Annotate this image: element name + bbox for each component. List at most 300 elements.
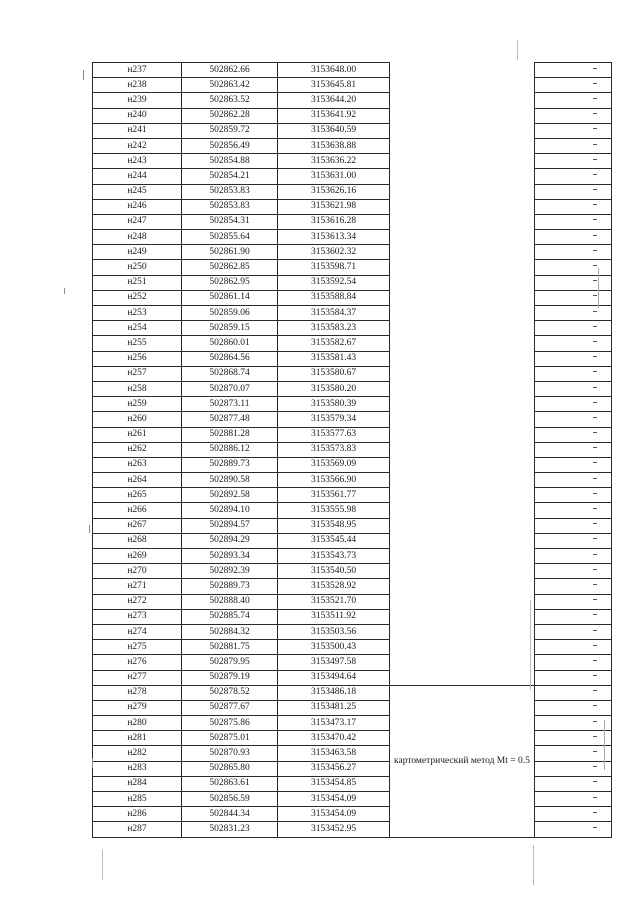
method-cell-empty [390,457,535,472]
dash-mark [593,311,597,312]
x-coordinate-cell: 502868.74 [182,366,278,381]
method-cell-empty [390,533,535,548]
y-coordinate-cell: 3153452.95 [278,822,390,837]
error-cell [534,93,611,108]
y-coordinate-cell: 3153494.64 [278,670,390,685]
y-coordinate-cell: 3153543.73 [278,549,390,564]
point-name-cell: н267 [93,518,182,533]
dash-mark [593,705,597,706]
error-cell [534,488,611,503]
y-coordinate-cell: 3153454.85 [278,776,390,791]
method-cell-empty [390,366,535,381]
method-cell-empty [390,108,535,123]
error-cell [534,260,611,275]
point-name-cell: н244 [93,169,182,184]
table-row [93,381,612,396]
point-name-cell: н258 [93,381,182,396]
y-coordinate-cell: 3153545.44 [278,533,390,548]
method-cell-empty [390,275,535,290]
point-name-cell: н257 [93,366,182,381]
point-name-cell: н246 [93,199,182,214]
error-cell [534,594,611,609]
scan-mark [533,845,534,885]
dash-mark [593,645,597,646]
table-row [93,321,612,336]
method-cell-empty [390,290,535,305]
dash-mark [593,751,597,752]
dash-mark [593,189,597,190]
method-cell-empty [390,214,535,229]
table-row [93,792,612,807]
error-cell [534,108,611,123]
point-name-cell: н254 [93,321,182,336]
x-coordinate-cell: 502885.74 [182,609,278,624]
dash-mark [593,630,597,631]
y-coordinate-cell: 3153641.92 [278,108,390,123]
table-row [93,624,612,639]
point-name-cell: н287 [93,822,182,837]
point-name-cell: н266 [93,503,182,518]
point-name-cell: н243 [93,154,182,169]
y-coordinate-cell: 3153638.88 [278,138,390,153]
point-name-cell: н268 [93,533,182,548]
dash-mark [593,326,597,327]
point-name-cell: н263 [93,457,182,472]
error-cell [534,624,611,639]
x-coordinate-cell: 502861.14 [182,290,278,305]
x-coordinate-cell: 502888.40 [182,594,278,609]
error-cell [534,518,611,533]
error-cell [534,731,611,746]
method-cell-empty [390,154,535,169]
dash-mark [593,68,597,69]
point-name-cell: н272 [93,594,182,609]
y-coordinate-cell: 3153580.20 [278,381,390,396]
error-cell [534,290,611,305]
method-cell-empty [390,321,535,336]
error-cell [534,670,611,685]
table-row [93,78,612,93]
error-cell [534,746,611,761]
x-coordinate-cell: 502862.66 [182,63,278,78]
x-coordinate-cell: 502889.73 [182,457,278,472]
dash-mark [593,219,597,220]
y-coordinate-cell: 3153481.25 [278,700,390,715]
error-cell [534,397,611,412]
y-coordinate-cell: 3153598.71 [278,260,390,275]
method-cell-empty [390,670,535,685]
table-row [93,275,612,290]
error-cell [534,549,611,564]
x-coordinate-cell: 502881.28 [182,427,278,442]
method-cell-empty [390,488,535,503]
method-cell-empty [390,564,535,579]
dash-mark [593,113,597,114]
method-cell-empty [390,306,535,321]
point-name-cell: н286 [93,807,182,822]
error-cell [534,306,611,321]
x-coordinate-cell: 502856.49 [182,138,278,153]
error-cell [534,184,611,199]
error-cell [534,700,611,715]
point-name-cell: н256 [93,351,182,366]
x-coordinate-cell: 502886.12 [182,442,278,457]
x-coordinate-cell: 502894.29 [182,533,278,548]
method-cell-empty [390,503,535,518]
dash-mark [593,159,597,160]
x-coordinate-cell: 502877.67 [182,700,278,715]
point-name-cell: н280 [93,716,182,731]
table-row [93,609,612,624]
table-row [93,655,612,670]
point-name-cell: н274 [93,624,182,639]
dash-mark [593,174,597,175]
dash-mark [593,812,597,813]
method-cell-empty [390,473,535,488]
x-coordinate-cell: 502865.80 [182,761,278,776]
y-coordinate-cell: 3153511.92 [278,609,390,624]
method-cell [390,685,535,837]
point-name-cell: н273 [93,609,182,624]
error-cell [534,169,611,184]
table-row [93,138,612,153]
coordinates-table [92,62,612,838]
x-coordinate-cell: 502875.01 [182,731,278,746]
x-coordinate-cell: 502859.15 [182,321,278,336]
y-coordinate-cell: 3153645.81 [278,78,390,93]
scan-mark [530,600,531,690]
point-name-cell: н241 [93,123,182,138]
table-row [93,518,612,533]
x-coordinate-cell: 502875.86 [182,716,278,731]
error-cell [534,366,611,381]
point-name-cell: н271 [93,579,182,594]
table-row [93,245,612,260]
error-cell [534,807,611,822]
point-name-cell: н245 [93,184,182,199]
dash-mark [593,599,597,600]
point-name-cell: н279 [93,700,182,715]
dash-mark [593,675,597,676]
table-row [93,123,612,138]
dash-mark [593,356,597,357]
method-cell-empty [390,123,535,138]
y-coordinate-cell: 3153454.09 [278,792,390,807]
dash-mark [593,538,597,539]
table-row [93,746,612,761]
dash-mark [593,341,597,342]
x-coordinate-cell: 502873.11 [182,397,278,412]
x-coordinate-cell: 502870.07 [182,381,278,396]
x-coordinate-cell: 502862.85 [182,260,278,275]
dash-mark [593,417,597,418]
dash-mark [593,265,597,266]
error-cell [534,685,611,700]
dash-mark [593,827,597,828]
table-row [93,731,612,746]
y-coordinate-cell: 3153573.83 [278,442,390,457]
error-cell [534,457,611,472]
dash-mark [593,690,597,691]
table-row [93,427,612,442]
table-row [93,230,612,245]
y-coordinate-cell: 3153648.00 [278,63,390,78]
error-cell [534,761,611,776]
method-cell-empty [390,518,535,533]
error-cell [534,655,611,670]
error-cell [534,412,611,427]
error-cell [534,138,611,153]
dash-mark [593,204,597,205]
method-cell-empty [390,351,535,366]
table-row [93,822,612,837]
table-row [93,761,612,776]
y-coordinate-cell: 3153584.37 [278,306,390,321]
table-row [93,640,612,655]
method-cell-empty [390,199,535,214]
method-cell-empty [390,245,535,260]
y-coordinate-cell: 3153540.50 [278,564,390,579]
method-cell-empty [390,427,535,442]
error-cell [534,503,611,518]
point-name-cell: н242 [93,138,182,153]
point-name-cell: н259 [93,397,182,412]
error-cell [534,214,611,229]
point-name-cell: н284 [93,776,182,791]
point-name-cell: н285 [93,792,182,807]
y-coordinate-cell: 3153503.56 [278,624,390,639]
x-coordinate-cell: 502894.57 [182,518,278,533]
method-cell-empty [390,63,535,78]
error-cell [534,336,611,351]
table-row [93,533,612,548]
dash-mark [593,736,597,737]
error-cell [534,442,611,457]
y-coordinate-cell: 3153566.90 [278,473,390,488]
table-row [93,412,612,427]
y-coordinate-cell: 3153602.32 [278,245,390,260]
point-name-cell: н239 [93,93,182,108]
y-coordinate-cell: 3153569.09 [278,457,390,472]
error-cell [534,275,611,290]
y-coordinate-cell: 3153631.00 [278,169,390,184]
table-row [93,776,612,791]
x-coordinate-cell: 502853.83 [182,199,278,214]
dash-mark [593,797,597,798]
point-name-cell: н270 [93,564,182,579]
dash-mark [593,462,597,463]
scan-mark [102,850,103,880]
method-cell-empty [390,442,535,457]
table-row [93,199,612,214]
y-coordinate-cell: 3153644.20 [278,93,390,108]
dash-mark [593,98,597,99]
dash-mark [593,721,597,722]
dash-mark [593,235,597,236]
x-coordinate-cell: 502859.06 [182,306,278,321]
x-coordinate-cell: 502892.39 [182,564,278,579]
method-cell-empty [390,138,535,153]
dash-mark [593,447,597,448]
dash-mark [593,250,597,251]
y-coordinate-cell: 3153580.39 [278,397,390,412]
table-row [93,169,612,184]
x-coordinate-cell: 502861.90 [182,245,278,260]
method-note: картометрический метод Mt = 0.5 [394,755,530,766]
method-cell-empty [390,381,535,396]
x-coordinate-cell: 502863.61 [182,776,278,791]
method-cell-empty [390,412,535,427]
table-row [93,579,612,594]
table-row [93,290,612,305]
point-name-cell: н252 [93,290,182,305]
point-name-cell: н283 [93,761,182,776]
dash-mark [593,371,597,372]
dash-mark [593,523,597,524]
error-cell [534,321,611,336]
error-cell [534,381,611,396]
point-name-cell: н238 [93,78,182,93]
y-coordinate-cell: 3153521.70 [278,594,390,609]
error-cell [534,427,611,442]
y-coordinate-cell: 3153579.34 [278,412,390,427]
method-cell-empty [390,655,535,670]
x-coordinate-cell: 502879.95 [182,655,278,670]
dash-mark [593,128,597,129]
error-cell [534,63,611,78]
table-row [93,442,612,457]
method-cell-empty [390,78,535,93]
table-row [93,397,612,412]
point-name-cell: н240 [93,108,182,123]
x-coordinate-cell: 502863.52 [182,93,278,108]
y-coordinate-cell: 3153500.43 [278,640,390,655]
point-name-cell: н249 [93,245,182,260]
y-coordinate-cell: 3153463.58 [278,746,390,761]
point-name-cell: н282 [93,746,182,761]
scan-mark [598,268,599,308]
table-row [93,366,612,381]
dash-mark [593,402,597,403]
error-cell [534,716,611,731]
x-coordinate-cell: 502862.28 [182,108,278,123]
x-coordinate-cell: 502889.73 [182,579,278,594]
table-row [93,457,612,472]
coordinates-table-body [93,63,612,838]
x-coordinate-cell: 502870.93 [182,746,278,761]
method-cell-empty [390,169,535,184]
table-row [93,351,612,366]
table-row [93,716,612,731]
method-cell-empty [390,336,535,351]
y-coordinate-cell: 3153592.54 [278,275,390,290]
point-name-cell: н261 [93,427,182,442]
dash-mark [593,493,597,494]
error-cell [534,792,611,807]
x-coordinate-cell: 502862.95 [182,275,278,290]
method-cell-empty [390,397,535,412]
y-coordinate-cell: 3153497.58 [278,655,390,670]
y-coordinate-cell: 3153473.17 [278,716,390,731]
method-cell-empty [390,93,535,108]
x-coordinate-cell: 502844.34 [182,807,278,822]
y-coordinate-cell: 3153581.43 [278,351,390,366]
x-coordinate-cell: 502893.34 [182,549,278,564]
point-name-cell: н237 [93,63,182,78]
table-row [93,154,612,169]
table-row [93,564,612,579]
error-cell [534,123,611,138]
dash-mark [593,781,597,782]
method-cell-empty [390,624,535,639]
error-cell [534,776,611,791]
table-row [93,473,612,488]
method-cell-empty [390,579,535,594]
x-coordinate-cell: 502892.58 [182,488,278,503]
point-name-cell: н247 [93,214,182,229]
table-row [93,594,612,609]
x-coordinate-cell: 502859.72 [182,123,278,138]
error-cell [534,78,611,93]
point-name-cell: н276 [93,655,182,670]
table-row [93,108,612,123]
table-row [93,306,612,321]
x-coordinate-cell: 502884.32 [182,624,278,639]
table-row [93,503,612,518]
error-cell [534,245,611,260]
table-row [93,336,612,351]
scan-mark [604,720,605,770]
y-coordinate-cell: 3153583.23 [278,321,390,336]
point-name-cell: н253 [93,306,182,321]
dash-mark [593,766,597,767]
table-row [93,184,612,199]
dash-mark [593,432,597,433]
y-coordinate-cell: 3153636.22 [278,154,390,169]
dash-mark [593,508,597,509]
y-coordinate-cell: 3153456.27 [278,761,390,776]
method-cell-empty [390,594,535,609]
dash-mark [593,554,597,555]
table-row [93,214,612,229]
error-cell [534,609,611,624]
y-coordinate-cell: 3153470.42 [278,731,390,746]
y-coordinate-cell: 3153577.63 [278,427,390,442]
x-coordinate-cell: 502877.48 [182,412,278,427]
method-cell-empty [390,230,535,245]
x-coordinate-cell: 502855.64 [182,230,278,245]
method-cell-empty [390,260,535,275]
error-cell [534,640,611,655]
scan-mark [83,70,84,80]
y-coordinate-cell: 3153582.67 [278,336,390,351]
error-cell [534,579,611,594]
x-coordinate-cell: 502854.31 [182,214,278,229]
error-cell [534,230,611,245]
dash-mark [593,614,597,615]
method-cell-empty [390,609,535,624]
point-name-cell: н275 [93,640,182,655]
x-coordinate-cell: 502890.58 [182,473,278,488]
x-coordinate-cell: 502878.52 [182,685,278,700]
dash-mark [593,387,597,388]
table-row [93,685,612,700]
point-name-cell: н255 [93,336,182,351]
dash-mark [593,280,597,281]
point-name-cell: н278 [93,685,182,700]
y-coordinate-cell: 3153580.67 [278,366,390,381]
error-cell [534,199,611,214]
